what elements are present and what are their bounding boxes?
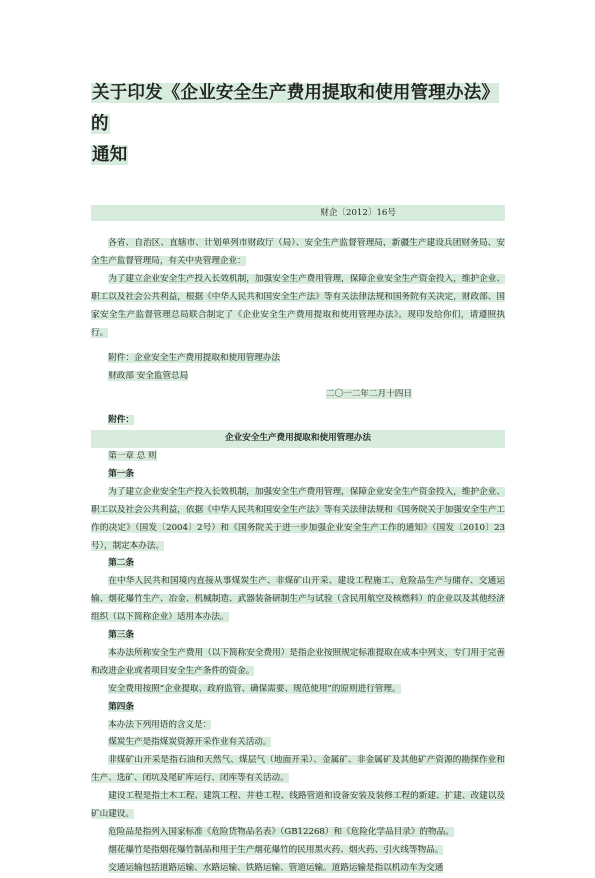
title-line-1: 关于印发《企业安全生产费用提取和使用管理办法》的 (91, 83, 500, 134)
definition-non-coal-mining: 非煤矿山开采是指石油和天然气、煤层气（地面开采）、金属矿、非金属矿及其他矿产资源的勘探作业和生产、选矿、闭坑及尾矿库运行、闭库等有关活动。 (91, 755, 505, 784)
annex-label: 附件： (108, 415, 134, 426)
article-1-text: 为了建立企业安全生产投入长效机制，加强安全生产费用管理，保障企业安全生产资金投入，维护企业、职工以及社会公共利益，依据《中华人民共和国安全生产法》等有关法律法规和《国务院关于加强安全生产工作的决定》（国发〔2004〕2号）和《国务院关于进一步加强企业安全生产工作的通知》（国发〔2010〕23号），制定本办法。 (91, 486, 505, 551)
document-title (91, 78, 505, 171)
definition-fireworks: 烟花爆竹是指烟花爆竹制品和用于生产烟花爆竹的民用黑火药、烟火药、引火线等物品。 (108, 844, 444, 855)
intro-paragraph: 为了建立企业安全生产投入长效机制，加强安全生产费用管理，保障企业安全生产资金投入，维护企业、职工以及社会公共利益，根据《中华人民共和国安全生产法》等有关法律法规和国务院有关决定，财政部、国家安全生产监督管理总局联合制定了《企业安全生产费用提取和使用管理办法》。现印发给你们，请遵照执行。 (91, 273, 505, 338)
article-3-text-2: 安全费用按照“企业提取、政府监管、确保需要、规范使用”的原则进行管理。 (108, 683, 401, 694)
chapter-heading: 第一章 总 则 (108, 450, 157, 461)
article-4-intro: 本办法下列用语的含义是： (108, 719, 212, 730)
document-number (91, 205, 505, 221)
article-3-label: 第三条 (108, 630, 134, 641)
article-2-label: 第二条 (108, 558, 134, 569)
definition-transport: 交通运输包括道路运输、水路运输、铁路运输、管道运输。道路运输是指以机动车为交通 (108, 862, 444, 873)
article-3-text-1: 本办法所称安全生产费用（以下简称安全费用）是指企业按照规定标准提取在成本中列支，专门用于完善和改进企业或者项目安全生产条件的资金。 (91, 647, 505, 676)
issue-date: 二〇一二年二月十四日 (326, 389, 412, 400)
attachment-line: 附件：企业安全生产费用提取和使用管理办法 (108, 353, 281, 364)
document-number-text: 财企〔2012〕16号 (91, 205, 505, 221)
document-page (91, 78, 505, 878)
annex-title: 企业安全生产费用提取和使用管理办法 (91, 430, 505, 448)
addressee-paragraph: 各省、自治区、直辖市、计划单列市财政厅（局）、安全生产监督管理局，新疆生产建设兵团财务局、安全生产监督管理局，有关中央管理企业： (91, 238, 505, 266)
article-4-label: 第四条 (108, 701, 134, 712)
title-line-2: 通知 (92, 145, 128, 165)
definition-hazardous: 危险品是指列入国家标准《危险货物品名表》（GB12268）和《危险化学品目录》的物品。 (108, 827, 454, 837)
article-1-label: 第一条 (108, 468, 134, 479)
article-2-text: 在中华人民共和国境内直接从事煤炭生产、非煤矿山开采、建设工程施工、危险品生产与储存、交通运输、烟花爆竹生产、冶金、机械制造、武器装备研制生产与试验（含民用航空及核燃料）的企业以及其他经济组织（以下简称企业）适用本办法。 (91, 576, 505, 623)
issuers-line: 财政部 安全监管总局 (108, 371, 189, 382)
definition-coal: 煤炭生产是指煤炭资源开采作业有关活动。 (108, 737, 272, 748)
definition-construction: 建设工程是指土木工程、建筑工程、井巷工程、线路管道和设备安装及装修工程的新建、扩建、改建以及矿山建设。 (91, 791, 505, 820)
